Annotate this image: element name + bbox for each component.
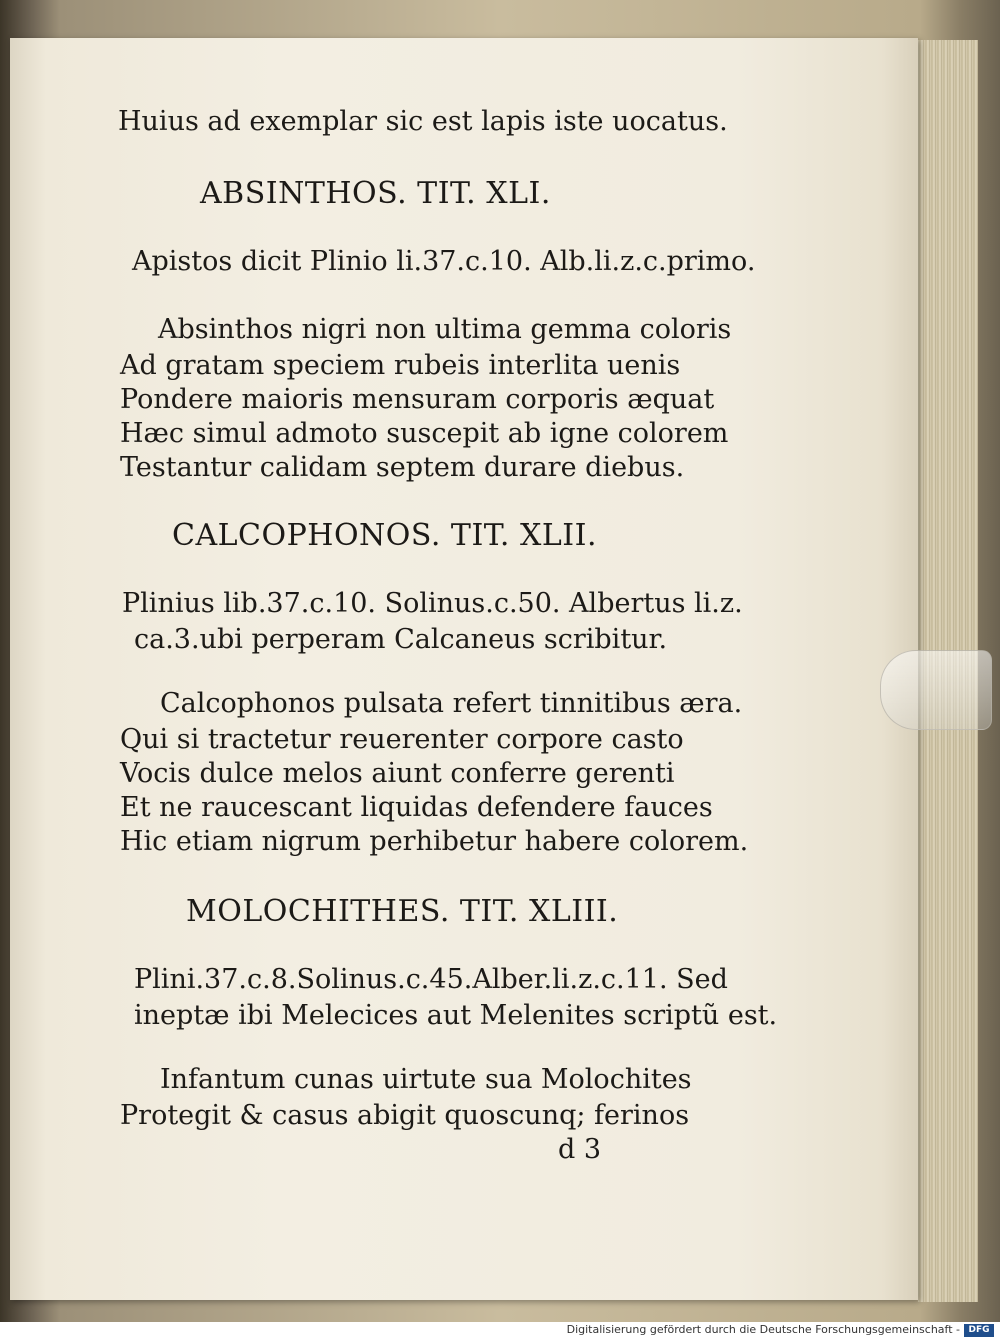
section-heading: CALCOPHONOS. TIT. XLII. xyxy=(172,518,597,553)
book-page xyxy=(10,38,918,1300)
section-heading: MOLOCHITHES. TIT. XLIII. xyxy=(186,894,619,929)
text-line: Apistos dicit Plinio li.37.c.10. Alb.li.z.c.primo. xyxy=(132,246,756,277)
verse-line: Absinthos nigri non ultima gemma coloris xyxy=(158,314,732,345)
verse-line: Hæc simul admoto suscepit ab igne colorem xyxy=(120,418,729,449)
footer-bar xyxy=(0,1322,1000,1340)
text-line: Huius ad exemplar sic est lapis iste uocatus. xyxy=(118,106,728,137)
text-line: Plinius lib.37.c.10. Solinus.c.50. Albertus li.z. xyxy=(122,588,743,619)
text-line: ca.3.ubi perperam Calcaneus scribitur. xyxy=(134,624,668,655)
verse-line: Hic etiam nigrum perhibetur habere colorem. xyxy=(120,826,749,857)
text-line: Plini.37.c.8.Solinus.c.45.Alber.li.z.c.11. Sed xyxy=(134,964,728,995)
dfg-logo: DFG xyxy=(964,1324,994,1337)
verse-line: Vocis dulce melos aiunt conferre gerenti xyxy=(120,758,675,789)
verse-line: Ad gratam speciem rubeis interlita uenis xyxy=(120,350,681,381)
verse-line: Qui si tractetur reuerenter corpore casto xyxy=(120,724,684,755)
verse-line: Et ne raucescant liquidas defendere fauces xyxy=(120,792,713,823)
verse-line: Infantum cunas uirtute sua Molochites xyxy=(160,1064,692,1095)
verse-line: Calcophonos pulsata refert tinnitibus æra. xyxy=(160,688,743,719)
page-clip xyxy=(880,650,992,730)
page-text xyxy=(10,38,918,1300)
signature-mark: d 3 xyxy=(558,1134,602,1165)
text-line: ineptæ ibi Melecices aut Melenites scriptũ est. xyxy=(134,1000,778,1031)
verse-line: Testantur calidam septem durare diebus. xyxy=(120,452,685,483)
verse-line: Pondere maioris mensuram corporis æquat xyxy=(120,384,715,415)
section-heading: ABSINTHOS. TIT. XLI. xyxy=(200,176,551,211)
verse-line: Protegit & casus abigit quoscunq; ferinos xyxy=(120,1100,690,1131)
footer-credit: Digitalisierung gefördert durch die Deutsche Forschungsgemeinschaft - xyxy=(566,1323,960,1336)
